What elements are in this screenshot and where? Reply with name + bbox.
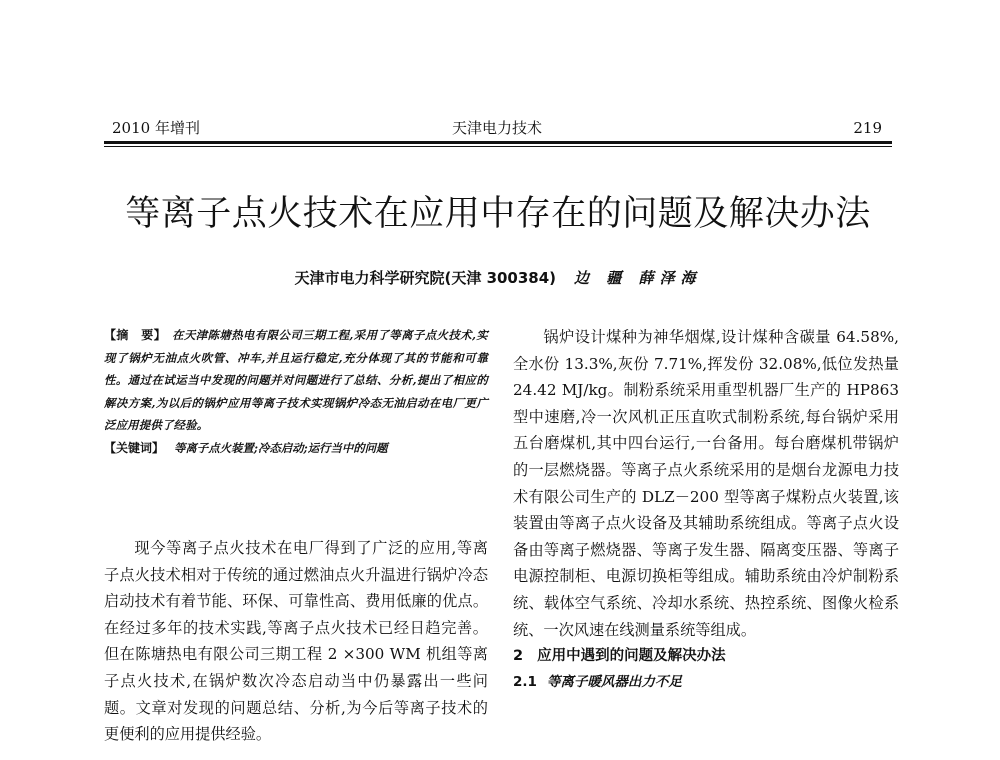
boiler-paragraph: 锅炉设计煤种为神华烟煤,设计煤种含碳量 64.58%,全水份 13.3%,灰份 7.71%,挥发份 32.08%,低位发热量 24.42 MJ/kg。制粉系统采用重型机器厂生产的 HP863 型中速磨,冷一次风机正压直吹式制粉系统,每台锅炉采用五台磨煤机,其中四台运行,一台备用。每台磨煤机带锅炉的一层燃烧器。等离子点火系统采用的是烟台龙源电力技术有限公司生产的 DLZ－200 型等离子煤粉点火装置,该装置由等离子点火设备及其辅助系统组成。等离子点火设备由等离子燃烧器、等离子发生器、隔离变压器、等离子电源控制柜、电源切换柜等组成。辅助系统由冷炉制粉系统、载体空气系统、冷却水系统、热控系统、图像火检系统、一次风速在线测量系统等组成。 — [513, 328, 899, 639]
subsection-heading — [513, 670, 899, 694]
abstract — [104, 324, 488, 437]
byline — [104, 266, 892, 290]
header-rule-thick — [104, 141, 892, 144]
abstract-text: 在天津陈塘热电有限公司三期工程,采用了等离子点火技术,实现了锅炉无油点火吹管、冲车,并且运行稳定,充分体现了其的节能和可靠性。通过在试运当中发现的问题并对问题进行了总结、分析,提出了相应的解决方案,为以后的锅炉应用等离子技术实现锅炉冷态无油启动在电厂更广泛应用提供了经验。 — [104, 328, 488, 433]
keywords-text: 等离子点火装置;冷态启动;运行当中的问题 — [174, 440, 388, 455]
left-column — [104, 324, 488, 744]
subsection-title: 等离子暖风器出力不足 — [546, 673, 682, 690]
introduction-paragraph: 现今等离子点火技术在电厂得到了广泛的应用,等离子点火技术相对于传统的通过燃油点火升温进行锅炉冷态启动技术有着节能、环保、可靠性高、费用低廉的优点。在经过多年的技术实践,等离子点火技术已经日趋完善。但在陈塘热电有限公司三期工程 2 ×300 WM 机组等离子点火技术,在锅炉数次冷态启动当中仍暴露出一些问题。文章对发现的问题总结、分析,为今后等离子技术的更便利的应用提供经验。 — [104, 539, 488, 744]
abstract-label: 【摘 要】 — [104, 328, 167, 342]
section-heading — [513, 643, 899, 670]
affiliation: 天津市电力科学研究院(天津 300384) — [294, 269, 557, 287]
section-title: 应用中遇到的问题及解决办法 — [537, 648, 726, 665]
journal-name: 天津电力技术 — [451, 119, 542, 137]
article-title: 等离子点火技术在应用中存在的问题及解决办法 — [125, 194, 871, 234]
page-number: 219 — [853, 119, 882, 137]
keywords — [104, 437, 488, 460]
right-body — [513, 324, 899, 694]
section-number: 2 — [513, 648, 524, 665]
authors: 边 疆 薛泽海 — [574, 269, 702, 287]
keywords-label: 【关键词】 — [104, 440, 165, 455]
subsection-number: 2.1 — [513, 673, 537, 690]
header-rule-thin — [104, 146, 892, 147]
running-header — [112, 117, 882, 141]
issue-label: 2010 年增刊 — [112, 119, 200, 137]
introduction-body — [104, 535, 488, 760]
